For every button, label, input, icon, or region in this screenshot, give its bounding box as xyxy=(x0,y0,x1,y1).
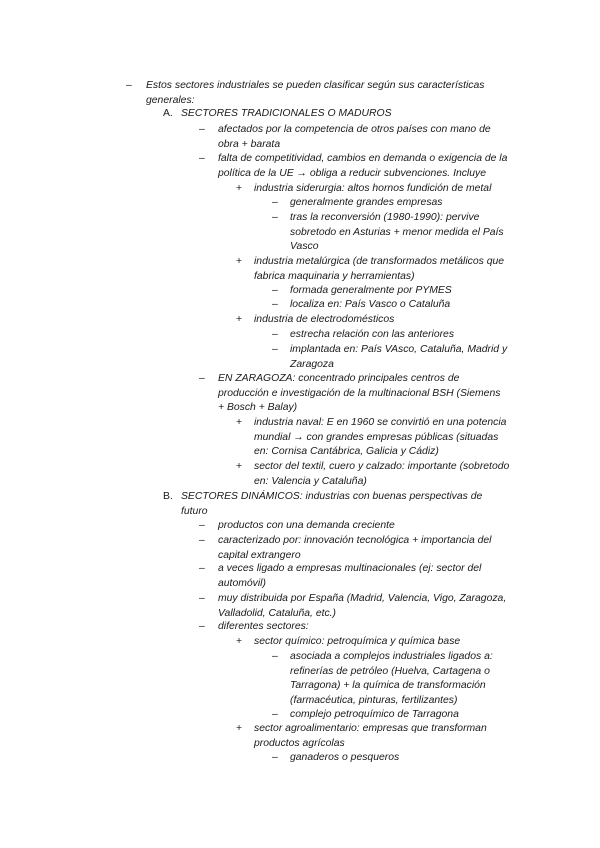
list-item-text: fabrica maquinaria y herramientas) xyxy=(254,270,415,282)
list-item-text: falta de competitividad, cambios en demanda o exigencia de la xyxy=(218,153,508,164)
list-item-text: + Bosch + Balay) xyxy=(218,402,298,414)
list-item-text: en: Valencia y Cataluña) xyxy=(254,475,367,487)
list-item-text: sector químico: petroquímica y química base xyxy=(254,636,461,647)
list-item-text: Tarragona) + la química de transformación xyxy=(290,680,486,692)
list-marker: – xyxy=(272,709,278,720)
list-item-text: productos con una demanda creciente xyxy=(218,520,395,531)
list-item-text: obra + barata xyxy=(218,138,281,150)
list-item-text: estrecha relación con las anteriores xyxy=(290,329,455,340)
list-item-text: complejo petroquímico de Tarragona xyxy=(290,709,459,720)
list-item-text: SECTORES TRADICIONALES O MADUROS xyxy=(181,108,392,119)
list-item-text: ganaderos o pesqueros xyxy=(290,752,400,763)
list-marker: – xyxy=(199,373,205,384)
list-marker: – xyxy=(272,329,278,340)
list-item-text: formada generalmente por PYMES xyxy=(290,285,452,296)
list-marker: + xyxy=(236,723,243,734)
list-item-text: industria de electrodomésticos xyxy=(254,314,395,325)
list-item-text: refinerías de petróleo (Huelva, Cartagena o xyxy=(290,665,490,677)
list-marker: + xyxy=(236,417,243,428)
list-item-text: industria siderurgia: altos hornos fundición de metal xyxy=(254,183,492,194)
list-item-text: capital extrangero xyxy=(218,549,301,561)
list-item-text: asociada a complejos industriales ligados a: xyxy=(290,651,493,662)
list-item-text: generalmente grandes empresas xyxy=(290,197,443,208)
list-marker: – xyxy=(272,212,278,223)
list-marker: – xyxy=(272,285,278,296)
list-item-text: localiza en: País Vasco o Cataluña xyxy=(290,299,451,310)
list-item-text: industria naval: E en 1960 se convirtió en una potencia xyxy=(254,417,507,428)
list-item-text: Vasco xyxy=(290,241,319,253)
list-marker: – xyxy=(199,563,205,574)
list-item-text: generales: xyxy=(146,94,195,106)
list-marker: – xyxy=(199,535,205,546)
list-item-text: tras la reconversión (1980-1990): pervive xyxy=(290,212,480,223)
list-item-text: Zaragoza xyxy=(290,358,334,370)
list-marker: – xyxy=(199,621,205,632)
list-marker: B. xyxy=(163,491,173,502)
list-item-text: mundial → con grandes empresas públicas (situadas xyxy=(254,431,499,443)
list-marker: – xyxy=(272,344,278,355)
list-item-text: implantada en: País VAsco, Cataluña, Madrid y xyxy=(290,344,508,355)
list-item-text: sector del textil, cuero y calzado: importante (sobretodo xyxy=(254,461,510,472)
list-marker: + xyxy=(236,461,243,472)
list-item-text: productos agrícolas xyxy=(254,737,345,749)
list-marker: + xyxy=(236,314,243,325)
list-marker: – xyxy=(272,197,278,208)
list-marker: – xyxy=(272,299,278,310)
list-marker: – xyxy=(199,520,205,531)
list-marker: – xyxy=(199,153,205,164)
list-item-text: a veces ligado a empresas multinacionales (ej: sector del xyxy=(218,563,482,574)
list-item-text: caracterizado por: innovación tecnológica + importancia del xyxy=(218,535,492,546)
list-marker: + xyxy=(236,256,243,267)
list-item-text: afectados por la competencia de otros países con mano de xyxy=(218,124,491,135)
list-item-text: sector agroalimentario: empresas que transforman xyxy=(254,723,487,734)
list-item-text: en: Cornisa Cantábrica, Galicia y Cádiz) xyxy=(254,446,439,458)
list-marker: – xyxy=(199,124,205,135)
list-item-text: EN ZARAGOZA: concentrado principales centros de xyxy=(218,373,460,384)
list-item-text: muy distribuida por España (Madrid, Valencia, Vigo, Zaragoza, xyxy=(218,593,507,604)
list-marker: + xyxy=(236,636,243,647)
list-item-text: industria metalúrgica (de transformados metálicos que xyxy=(254,256,505,267)
list-item-text: Estos sectores industriales se pueden clasificar según sus características xyxy=(146,80,485,91)
list-marker: – xyxy=(126,80,132,91)
list-item-text: sobretodo en Asturias + menor medida el País xyxy=(290,226,504,238)
list-item-text: producción e investigación de la multinacional BSH (Siemens xyxy=(218,387,501,399)
list-item-text: diferentes sectores: xyxy=(218,621,309,632)
list-item-text: SECTORES DINÁMICOS: industrias con buenas perspectivas de xyxy=(181,491,483,502)
list-item-text: automóvil) xyxy=(218,577,266,589)
list-marker: – xyxy=(199,593,205,604)
list-item-text: (farmacéutica, pinturas, fertilizantes) xyxy=(290,695,458,707)
list-marker: + xyxy=(236,183,243,194)
list-item-text: futuro xyxy=(181,505,208,517)
list-item-text: Valladolid, Cataluña, etc.) xyxy=(218,607,337,619)
list-marker: – xyxy=(272,651,278,662)
list-marker: A. xyxy=(163,108,173,119)
list-marker: – xyxy=(272,752,278,763)
list-item-text: política de la UE → obliga a reducir subvenciones. Incluye xyxy=(218,167,486,179)
